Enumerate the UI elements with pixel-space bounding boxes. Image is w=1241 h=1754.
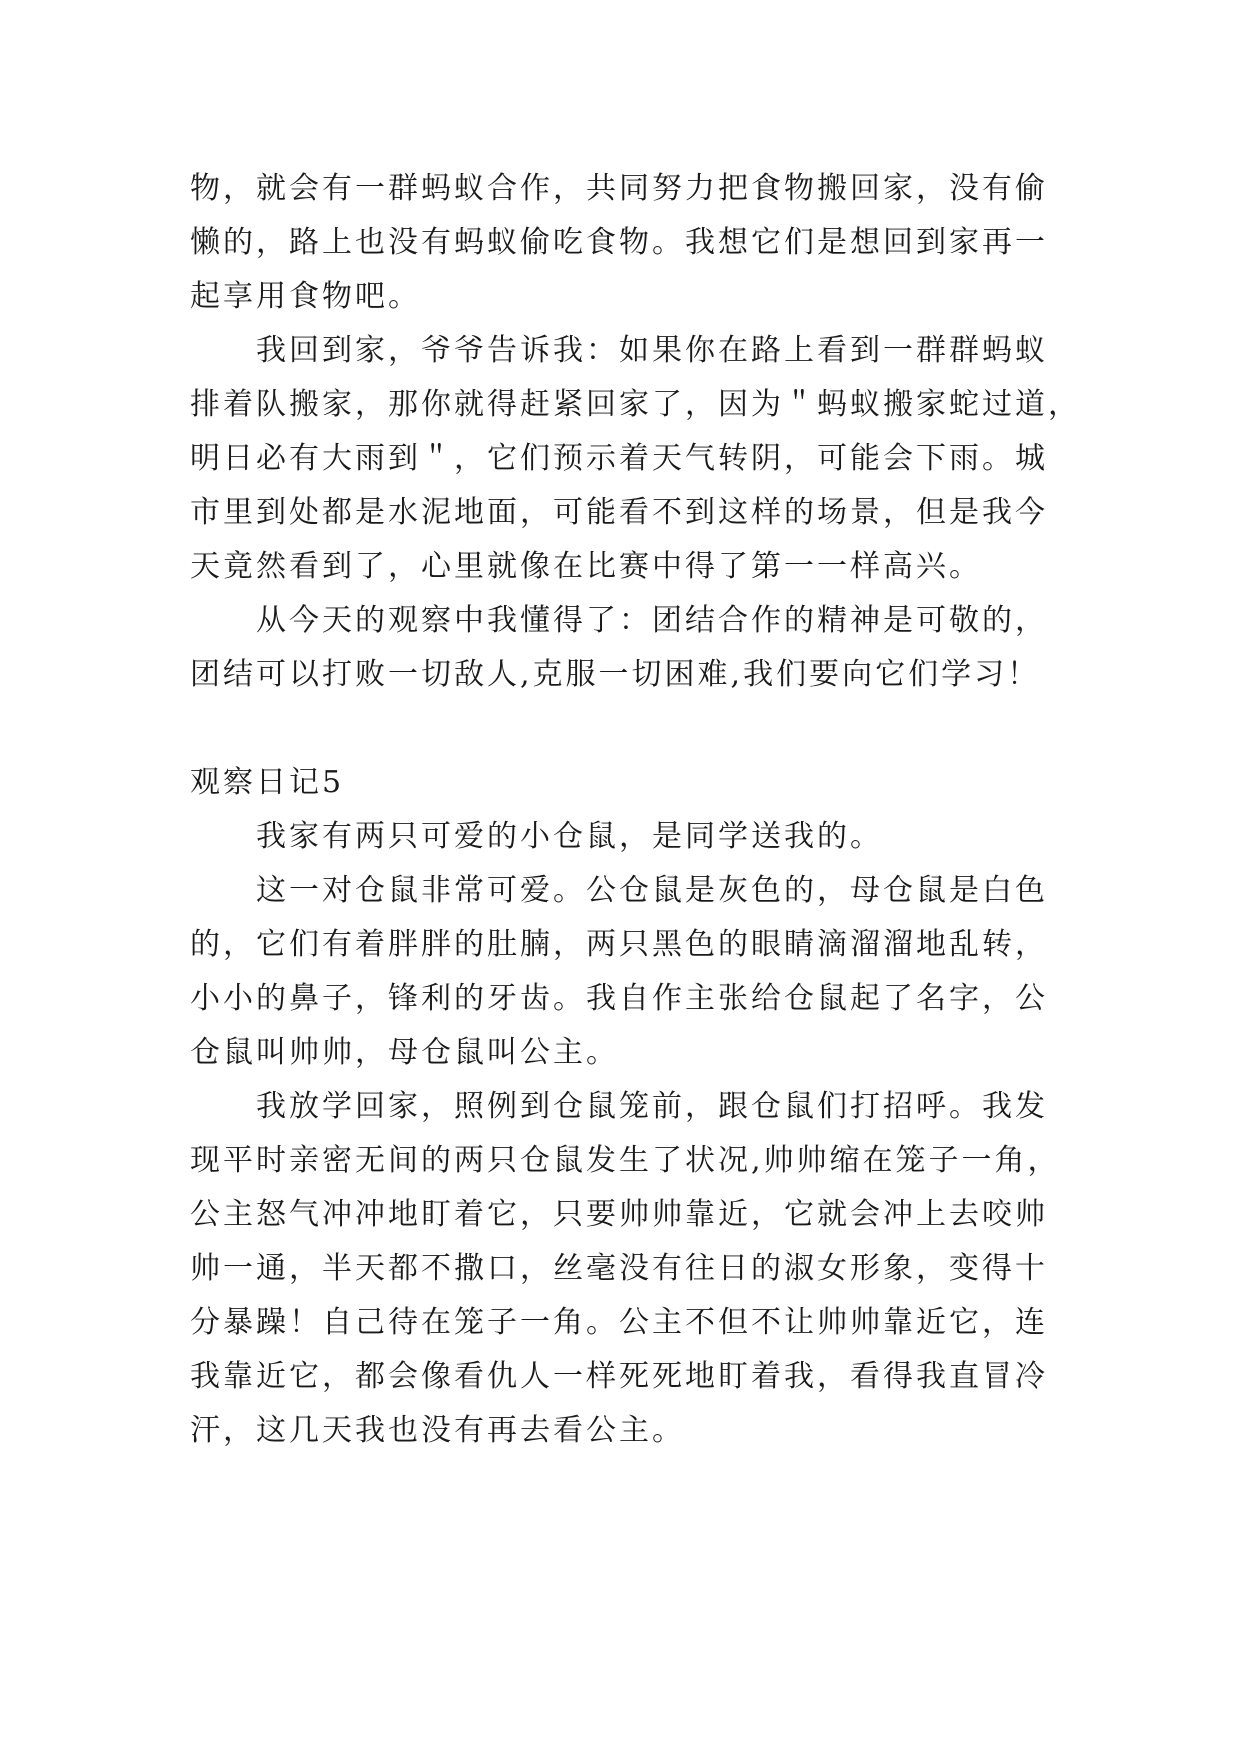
text-line: 现平时亲密无间的两只仓鼠发生了状况,帅帅缩在笼子一角，	[190, 1143, 1061, 1178]
paragraph-start: 这一对仓鼠非常可爱。公仓鼠是灰色的，母仓鼠是白色	[256, 873, 1048, 908]
text-line: 天竟然看到了，心里就像在比赛中得了第一一样高兴。	[190, 549, 982, 584]
text-line: 我靠近它，都会像看仇人一样死死地盯着我，看得我直冒冷	[190, 1359, 1048, 1394]
paragraph-start: 我放学回家，照例到仓鼠笼前，跟仓鼠们打招呼。我发	[256, 1089, 1048, 1124]
paragraph-start: 我家有两只可爱的小仓鼠，是同学送我的。	[256, 819, 883, 854]
text-line: 市里到处都是水泥地面，可能看不到这样的场景，但是我今	[190, 495, 1048, 530]
text-line: 懒的，路上也没有蚂蚁偷吃食物。我想它们是想回到家再一	[190, 225, 1048, 260]
text-line: 帅一通，半天都不撒口，丝毫没有往日的淑女形象，变得十	[190, 1251, 1048, 1286]
paragraph-start: 我回到家，爷爷告诉我：如果你在路上看到一群群蚂蚁	[256, 333, 1048, 368]
text-line: 汗，这几天我也没有再去看公主。	[190, 1413, 685, 1448]
text-line: 起享用食物吧。	[190, 279, 421, 314]
text-line: 公主怒气冲冲地盯着它，只要帅帅靠近，它就会冲上去咬帅	[190, 1197, 1048, 1232]
text-line: 的，它们有着胖胖的肚腩，两只黑色的眼睛滴溜溜地乱转，	[190, 927, 1048, 962]
paragraph-start: 从今天的观察中我懂得了：团结合作的精神是可敬的，	[256, 603, 1048, 638]
section-heading: 观察日记5	[190, 765, 345, 800]
text-line: 小小的鼻子，锋利的牙齿。我自作主张给仓鼠起了名字，公	[190, 981, 1048, 1016]
text-line: 分暴躁！自己待在笼子一角。公主不但不让帅帅靠近它，连	[190, 1305, 1048, 1340]
text-line: 明日必有大雨到＂，它们预示着天气转阴，可能会下雨。城	[190, 441, 1048, 476]
text-line: 物，就会有一群蚂蚁合作，共同努力把食物搬回家，没有偷	[190, 171, 1048, 206]
text-line: 团结可以打败一切敌人,克服一切困难,我们要向它们学习！	[190, 657, 1041, 692]
section-gap	[190, 702, 1070, 756]
text-line: 排着队搬家，那你就得赶紧回家了，因为＂蚂蚁搬家蛇过道，	[190, 387, 1081, 422]
text-line: 仓鼠叫帅帅，母仓鼠叫公主。	[190, 1035, 619, 1070]
document-body	[190, 162, 1081, 1458]
